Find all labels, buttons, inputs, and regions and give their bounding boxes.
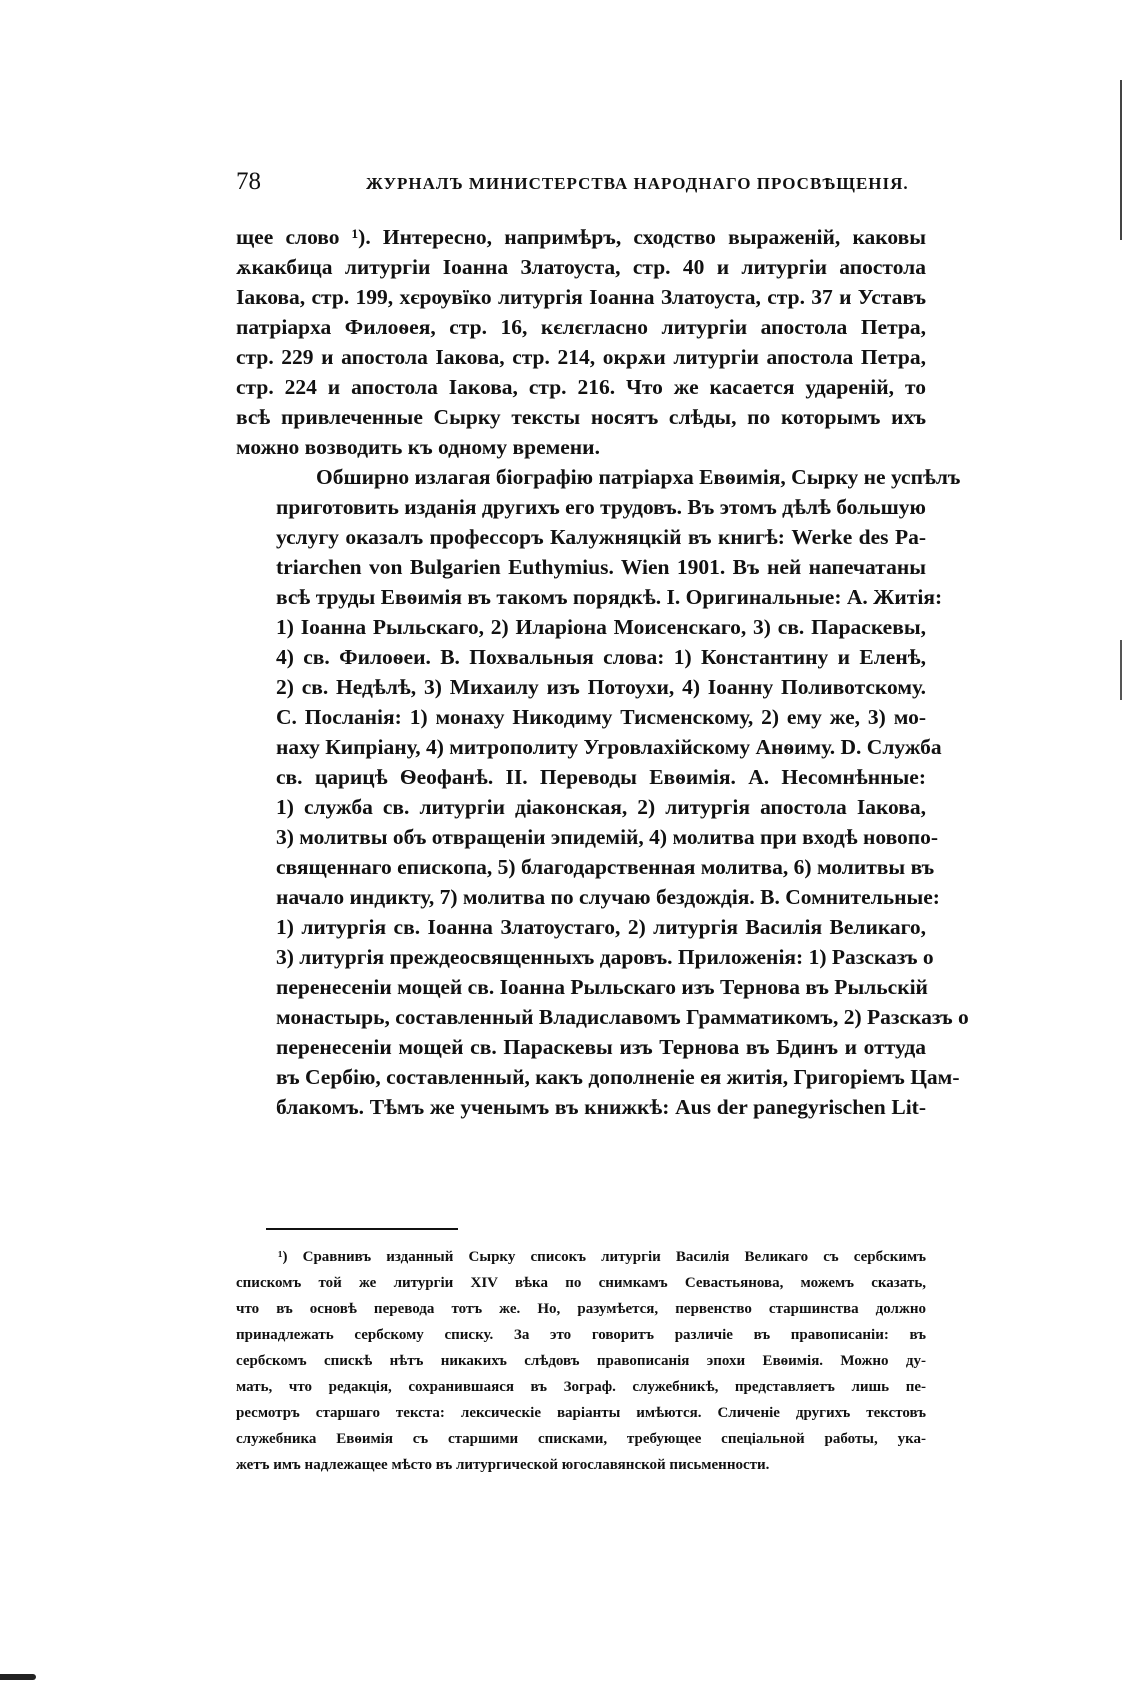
- text-line: приготовить изданія другихъ его трудовъ. Въ этомъ дѣлѣ большую: [276, 495, 926, 519]
- page-header: [236, 168, 926, 208]
- text-line: Обширно излагая біографію патріарха Евѳимія, Сырку не успѣлъ: [316, 465, 961, 489]
- text-line: 4) св. Филоѳеи. B. Похвальныя слова: 1) Константину и Еленѣ,: [276, 645, 926, 669]
- text-line: перенесеніи мощей св. Параскевы изъ Тернова въ Бдинъ и оттуда: [276, 1035, 926, 1059]
- footnote: [236, 1244, 926, 1478]
- footnote-line: принадлежать сербскому списку. За это говоритъ различіе въ правописаніи: въ: [236, 1327, 926, 1343]
- text-line: C. Посланія: 1) монаху Никодиму Тисменскому, 2) ему же, 3) мо-: [276, 705, 926, 729]
- text-line: 3) литургія преждеосвященныхъ даровъ. Приложенія: 1) Разсказъ о: [276, 945, 934, 969]
- footnote-line: мать, что редакція, сохранившаяся въ Зограф. служебникѣ, представляетъ лишь пе-: [236, 1379, 926, 1395]
- text-line: наху Кипріану, 4) митрополиту Угровлахійскому Анѳиму. D. Служба: [276, 735, 942, 759]
- text-line: стр. 224 и апостола Іакова, стр. 216. Что же касается удареній, то: [236, 375, 926, 399]
- text-line: услугу оказалъ профессоръ Калужняцкій въ книгѣ: Werke des Pa-: [276, 525, 926, 549]
- text-line: всѣ привлеченные Сырку тексты носятъ слѣды, по которымъ ихъ: [236, 405, 926, 429]
- text-line: перенесеніи мощей св. Іоанна Рыльскаго изъ Тернова въ Рыльскій: [276, 975, 928, 999]
- text-line: 1) литургія св. Іоанна Златоустаго, 2) литургія Василія Великаго,: [276, 915, 926, 939]
- text-line: стр. 229 и апостола Іакова, стр. 214, окрѫи литургіи апостола Петра,: [236, 345, 926, 369]
- text-line: монастырь, составленный Владиславомъ Грамматикомъ, 2) Разсказъ о: [276, 1005, 969, 1029]
- text-line: 1) служба св. литургіи діаконская, 2) литургія апостола Іакова,: [276, 795, 926, 819]
- text-line: щее слово ¹). Интересно, напримѣръ, сходство выраженій, каковы: [236, 225, 926, 249]
- text-line: ѫкакбица литургіи Іоанна Златоуста, стр. 40 и литургіи апостола: [236, 255, 926, 279]
- text-line: патріарха Филоѳея, стр. 16, кєлєгласно литургіи апостола Петра,: [236, 315, 926, 339]
- text-line: всѣ труды Евѳимія въ такомъ порядкѣ. I. Оригинальные: A. Житія:: [276, 585, 943, 609]
- text-line: блакомъ. Тѣмъ же ученымъ въ книжкѣ: Aus der panegyrischen Lit-: [276, 1095, 926, 1119]
- text-line: 2) св. Недѣлѣ, 3) Михаилу изъ Потоухи, 4) Іоанну Поливотскому.: [276, 675, 926, 699]
- text-line: 3) молитвы объ отвращеніи эпидемій, 4) молитва при входѣ новопо-: [276, 825, 939, 849]
- scan-edge-line: [1120, 80, 1122, 240]
- text-line: triarchen von Bulgarien Euthymius. Wien 1901. Въ ней напечатаны: [276, 555, 926, 579]
- scan-edge-line: [1120, 640, 1122, 700]
- body-text: [236, 222, 969, 1122]
- text-line: Іакова, стр. 199, хєрѹвїко литургія Іоанна Златоуста, стр. 37 и Уставъ: [236, 285, 926, 309]
- footnote-line: ресмотръ старшаго текста: лексическіе варіанты имѣются. Сличеніе другихъ текстовъ: [236, 1405, 926, 1421]
- text-line: можно возводить къ одному времени.: [236, 435, 600, 459]
- text-line: въ Сербію, составленный, какъ дополненіе ея житія, Григоріемъ Цам-: [276, 1065, 960, 1089]
- text-line: священнаго епископа, 5) благодарственная молитва, 6) молитвы въ: [276, 855, 935, 879]
- paragraph-2: [236, 462, 969, 1122]
- footnote-line: ¹) Сравнивъ изданный Сырку списокъ литургіи Василія Великаго съ сербскимъ: [278, 1249, 926, 1265]
- footnote-line: жетъ имъ надлежащее мѣсто въ литургической югославянской письменности.: [236, 1457, 770, 1473]
- footnote-line: сербскомъ спискѣ нѣтъ никакихъ слѣдовъ правописанія эпохи Евѳимія. Можно ду-: [236, 1353, 926, 1369]
- text-line: начало индикту, 7) молитва по случаю бездождія. B. Сомнительные:: [276, 885, 940, 909]
- footnote-line: служебника Евѳимія съ старшими списками, требующее спеціальной работы, ука-: [236, 1431, 926, 1447]
- paragraph-1: [236, 222, 926, 462]
- footnote-line: что въ основѣ перевода тотъ же. Но, разумѣется, первенство старшинства должно: [236, 1301, 926, 1317]
- footnote-line: спискомъ той же литургіи XIV вѣка по снимкамъ Севастьянова, можемъ сказать,: [236, 1275, 926, 1291]
- text-line: 1) Іоанна Рыльскаго, 2) Иларіона Моисенскаго, 3) св. Параскевы,: [276, 615, 926, 639]
- scan-corner-mark: [0, 1674, 36, 1680]
- footnote-divider: [266, 1228, 458, 1230]
- text-line: св. царицѣ Ѳеофанѣ. II. Переводы Евѳимія. A. Несомнѣнные:: [276, 765, 926, 789]
- running-title: ЖУРНАЛЪ МИНИСТЕРСТВА НАРОДНАГО ПРОСВѢЩЕНІЯ.: [366, 174, 909, 193]
- page-number: 78: [236, 168, 261, 195]
